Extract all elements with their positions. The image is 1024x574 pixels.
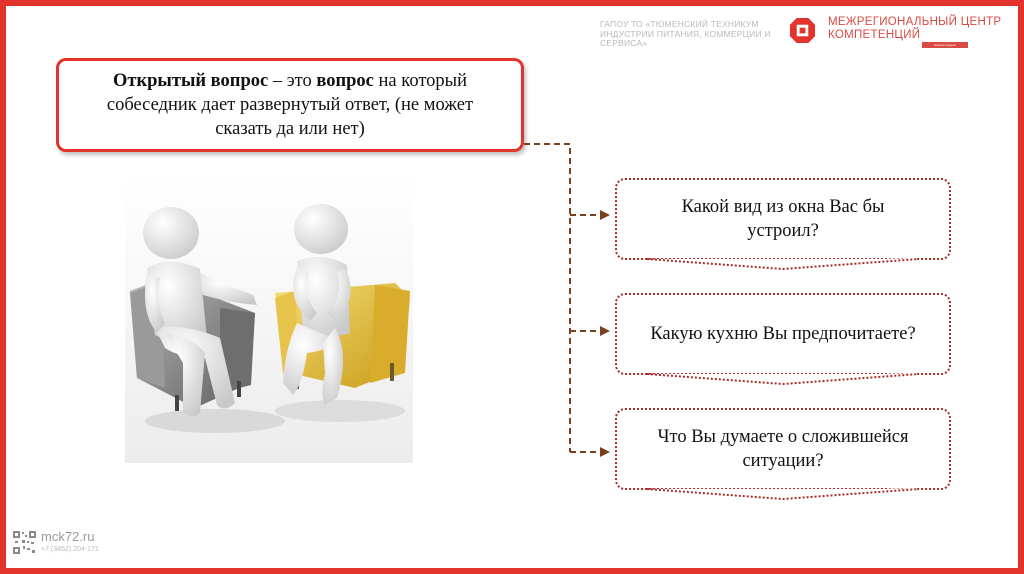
question-text-1: Какой вид из окна Вас бы устроил? [681, 197, 885, 241]
question-text-2: Какую кухню Вы предпочитаете? [650, 324, 916, 344]
footer-phone: +7 (3452) 204-171 [41, 546, 99, 553]
center-subtitle: Навыки мудрых [922, 42, 968, 48]
footer-site: mck72.ru [41, 529, 95, 544]
question-tail-1 [647, 258, 919, 270]
question-box-1 [615, 178, 951, 260]
question-box-3 [615, 408, 951, 490]
question-text-3: Что Вы думаете о сложившейся ситуации? [657, 427, 909, 471]
question-tail-2 [647, 373, 919, 385]
question-box-2 [615, 293, 951, 375]
center-title: МЕЖРЕГИОНАЛЬНЫЙ ЦЕНТР КОМПЕТЕНЦИЙ [828, 16, 1002, 41]
org-name: ГАПОУ ТО «ТЮМЕНСКИЙ ТЕХНИКУМ ИНДУСТРИИ ПИТАНИЯ, КОММЕРЦИИ И СЕРВИСА» [600, 19, 771, 48]
definition-term: Открытый вопрос [113, 71, 269, 91]
qr-code-icon [12, 530, 37, 555]
definition-rest: на который собеседник дает развернутый ответ, (не может сказать да или нет) [106, 71, 474, 139]
question-tail-3 [647, 488, 919, 500]
definition-dash: – это [268, 71, 317, 91]
definition-term-2: вопрос [316, 71, 374, 91]
